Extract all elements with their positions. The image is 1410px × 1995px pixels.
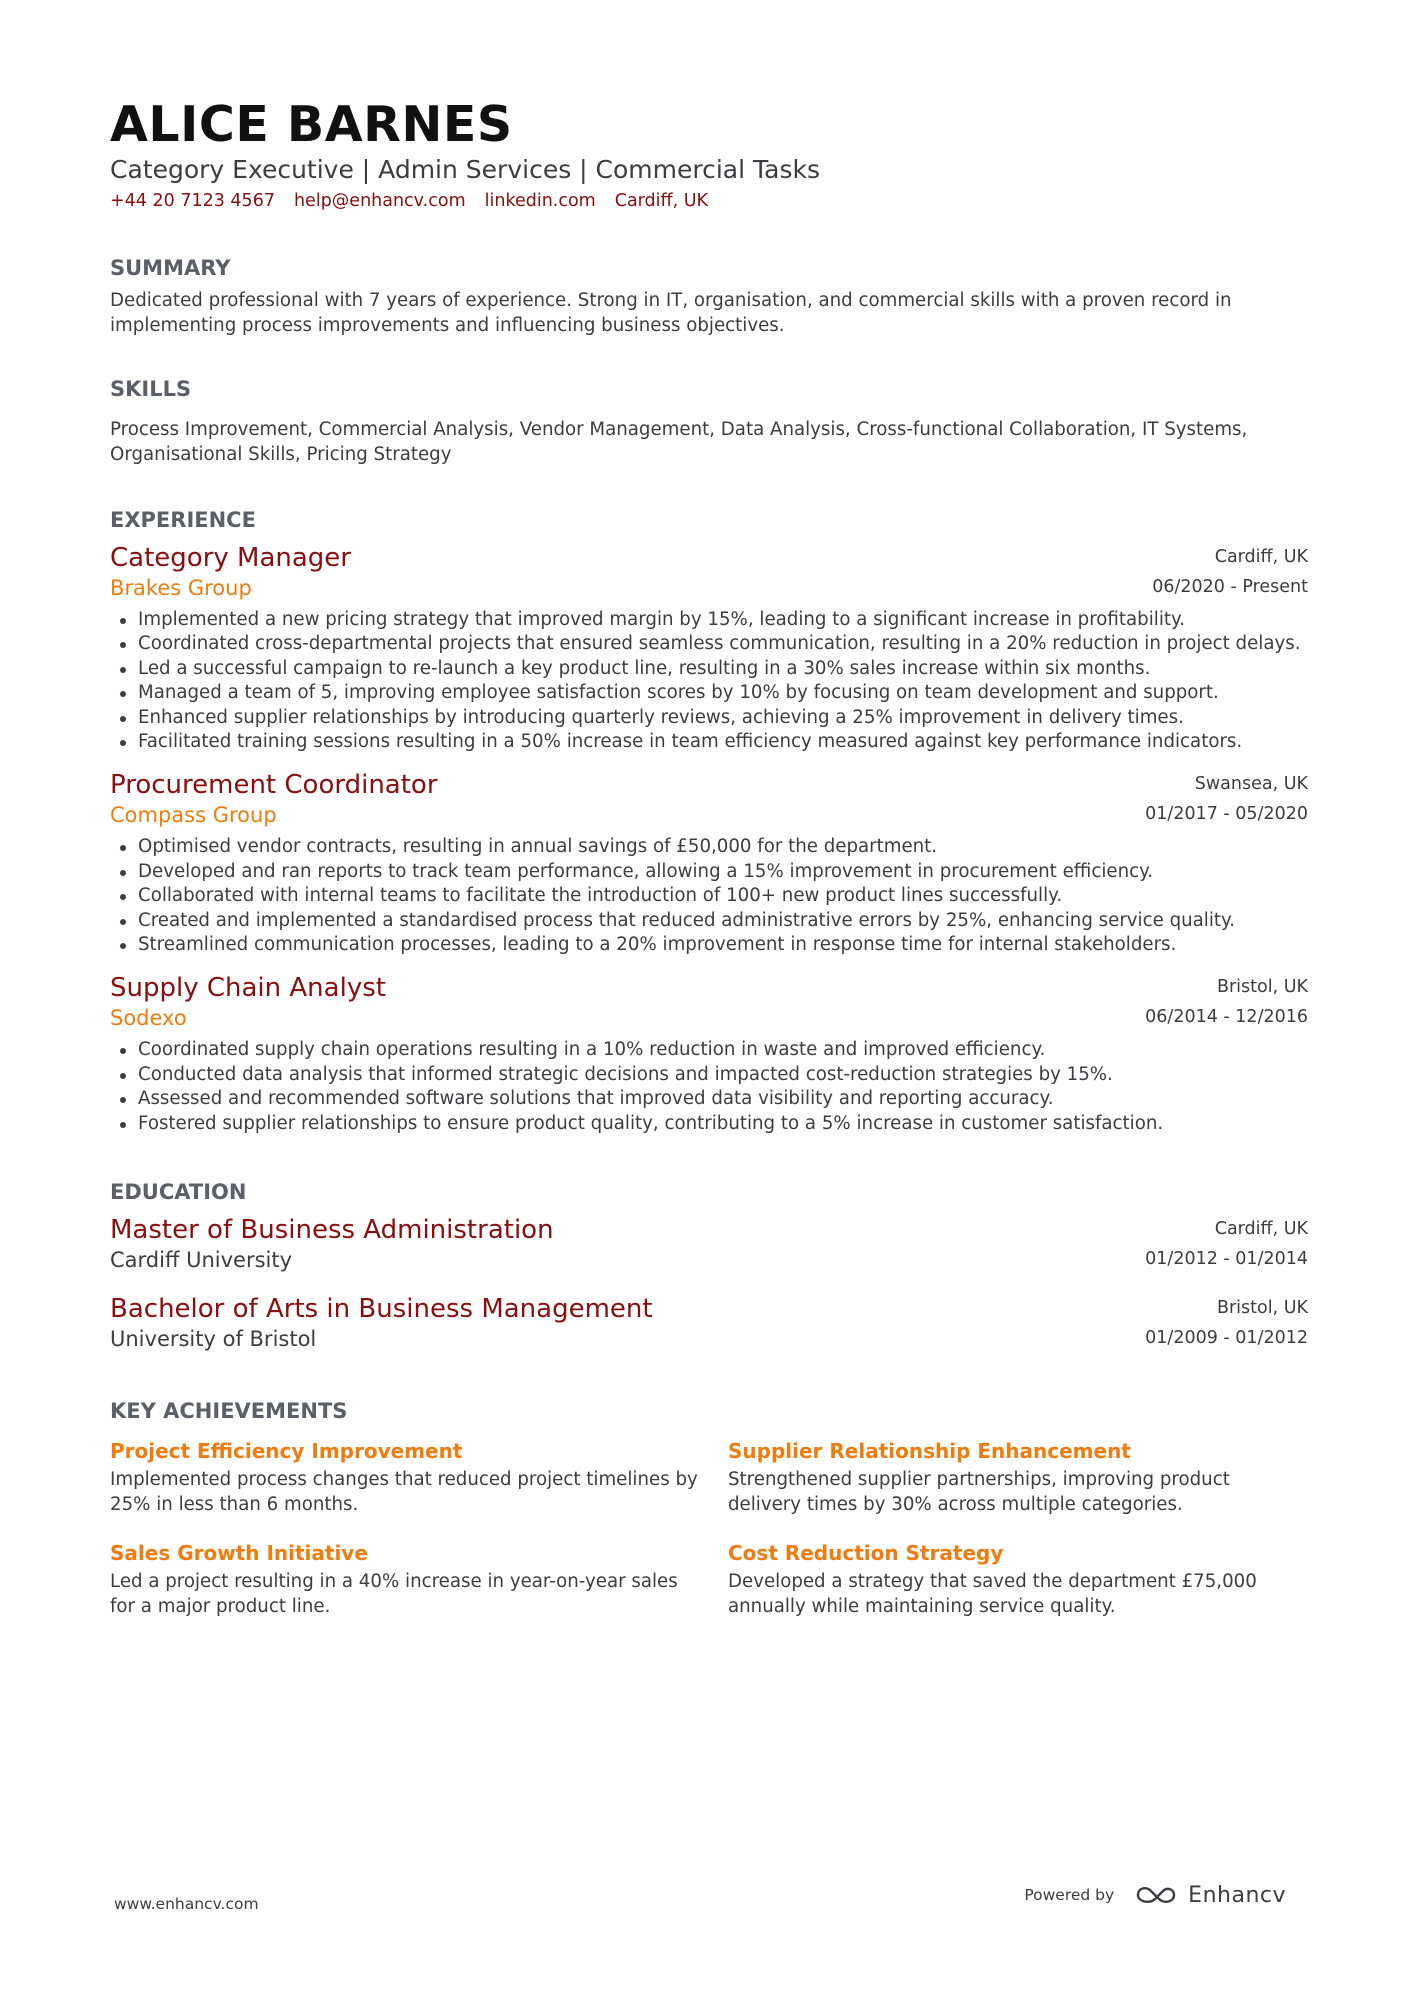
job-entry xyxy=(110,769,1308,957)
job-bullets xyxy=(110,608,1308,754)
job-meta xyxy=(1145,769,1308,829)
resume-page xyxy=(110,96,1308,1619)
achievements-grid xyxy=(110,1437,1308,1619)
job-company: Compass Group xyxy=(110,803,277,828)
education-dates: 01/2009 - 01/2012 xyxy=(1145,1328,1308,1349)
job-bullet: Implemented a new pricing strategy that improved margin by 15%, leading to a significant increase in profitability. xyxy=(138,608,1308,632)
job-dates: 06/2014 - 12/2016 xyxy=(1145,1007,1308,1028)
education-entry xyxy=(110,1293,1308,1353)
experience-title: EXPERIENCE xyxy=(110,508,256,532)
experience-section xyxy=(110,506,1308,1136)
footer-branding xyxy=(1024,1882,1286,1908)
job-bullets xyxy=(110,835,1308,957)
job-bullet: Enhanced supplier relationships by introducing quarterly reviews, achieving a 25% improvement in delivery times. xyxy=(138,706,1308,730)
education-school: University of Bristol xyxy=(110,1327,317,1352)
brand-link[interactable] xyxy=(1134,1882,1286,1908)
job-title: Category Manager xyxy=(110,543,351,573)
achievement-text: Implemented process changes that reduced project timelines by 25% in less than 6 months. xyxy=(110,1469,698,1515)
achievements-section xyxy=(110,1397,1308,1619)
achievement-title: Sales Growth Initiative xyxy=(110,1541,368,1566)
contact-linkedin[interactable]: linkedin.com xyxy=(484,191,596,211)
candidate-name: ALICE BARNES xyxy=(110,96,513,153)
education-degree: Master of Business Administration xyxy=(110,1215,554,1246)
education-header xyxy=(110,1293,1308,1353)
contact-info xyxy=(110,188,1308,214)
job-bullet: Coordinated supply chain operations resulting in a 10% reduction in waste and improved efficiency. xyxy=(138,1038,1308,1062)
job-bullet: Led a successful campaign to re-launch a key product line, resulting in a 30% sales increase within six months. xyxy=(138,657,1308,681)
achievement-title: Cost Reduction Strategy xyxy=(728,1541,1004,1566)
job-location: Cardiff, UK xyxy=(1214,547,1308,567)
achievement-text: Developed a strategy that saved the department £75,000 annually while maintaining service quality. xyxy=(728,1571,1257,1617)
education-entry xyxy=(110,1214,1308,1274)
education-title: EDUCATION xyxy=(110,1180,247,1205)
education-heading xyxy=(110,1293,1145,1353)
job-bullet: Optimised vendor contracts, resulting in annual savings of £50,000 for the department. xyxy=(138,835,1308,859)
skills-section xyxy=(110,375,1308,467)
footer-website[interactable]: www.enhancv.com xyxy=(114,1895,259,1913)
achievement-item xyxy=(110,1539,728,1619)
contact-email[interactable]: help@enhancv.com xyxy=(293,191,466,211)
candidate-headline: Category Executive | Admin Services | Commercial Tasks xyxy=(110,155,820,184)
education-dates: 01/2012 - 01/2014 xyxy=(1145,1249,1308,1270)
education-meta xyxy=(1145,1214,1308,1274)
contact-phone: +44 20 7123 4567 xyxy=(110,191,275,211)
skills-title: SKILLS xyxy=(110,377,192,401)
job-bullets xyxy=(110,1038,1308,1136)
summary-section xyxy=(110,254,1308,338)
job-title: Procurement Coordinator xyxy=(110,770,438,801)
job-dates: 01/2017 - 05/2020 xyxy=(1145,804,1308,825)
brand-name: Enhancv xyxy=(1188,1882,1286,1908)
job-title: Supply Chain Analyst xyxy=(110,973,386,1004)
resume-header xyxy=(110,96,1308,214)
education-degree: Bachelor of Arts in Business Management xyxy=(110,1294,653,1325)
job-entry xyxy=(110,542,1308,754)
job-bullet: Collaborated with internal teams to facilitate the introduction of 100+ new product lines successfully. xyxy=(138,884,1308,908)
achievement-title: Supplier Relationship Enhancement xyxy=(728,1439,1131,1464)
job-bullet: Facilitated training sessions resulting in a 50% increase in team efficiency measured against key performance indicators. xyxy=(138,730,1308,754)
education-section xyxy=(110,1178,1308,1353)
job-bullet: Coordinated cross-departmental projects that ensured seamless communication, resulting in a 20% reduction in project delays. xyxy=(138,632,1308,656)
job-bullet: Streamlined communication processes, leading to a 20% improvement in response time for internal stakeholders. xyxy=(138,933,1308,957)
education-school: Cardiff University xyxy=(110,1248,293,1273)
skills-text: Process Improvement, Commercial Analysis, Vendor Management, Data Analysis, Cross-functional Collaboration, IT Systems, Organisational Skills, Pricing Strategy xyxy=(110,419,1248,465)
education-header xyxy=(110,1214,1308,1274)
job-bullet: Developed and ran reports to track team performance, allowing a 15% improvement in procurement efficiency. xyxy=(138,860,1308,884)
job-bullet: Fostered supplier relationships to ensure product quality, contributing to a 5% increase in customer satisfaction. xyxy=(138,1112,1308,1136)
job-bullet: Conducted data analysis that informed strategic decisions and impacted cost-reduction strategies by 15%. xyxy=(138,1063,1308,1087)
job-dates: 06/2020 - Present xyxy=(1152,577,1308,597)
job-heading xyxy=(110,769,1145,829)
job-header xyxy=(110,769,1308,829)
education-location: Cardiff, UK xyxy=(1214,1219,1308,1240)
summary-text: Dedicated professional with 7 years of experience. Strong in IT, organisation, and commercial skills with a proven record in implementing process improvements and influencing business objectives. xyxy=(110,290,1232,336)
achievement-item xyxy=(110,1437,728,1517)
enhancv-logo-icon xyxy=(1134,1882,1180,1908)
job-bullet: Created and implemented a standardised process that reduced administrative errors by 25%, enhancing service quality. xyxy=(138,909,1308,933)
job-meta xyxy=(1152,542,1308,602)
education-heading xyxy=(110,1214,1145,1274)
achievement-item xyxy=(728,1437,1308,1517)
achievement-text: Led a project resulting in a 40% increase in year-on-year sales for a major product line. xyxy=(110,1571,678,1617)
contact-location: Cardiff, UK xyxy=(614,191,708,211)
job-bullet: Managed a team of 5, improving employee satisfaction scores by 10% by focusing on team development and support. xyxy=(138,681,1308,705)
job-company: Brakes Group xyxy=(110,576,252,600)
achievement-title: Project Efficiency Improvement xyxy=(110,1439,463,1464)
job-header xyxy=(110,972,1308,1032)
summary-title: SUMMARY xyxy=(110,256,231,280)
education-meta xyxy=(1145,1293,1308,1353)
powered-by-label: Powered by xyxy=(1024,1886,1115,1904)
job-meta xyxy=(1145,972,1308,1032)
job-company: Sodexo xyxy=(110,1006,187,1031)
achievement-item xyxy=(728,1539,1308,1619)
achievement-text: Strengthened supplier partnerships, improving product delivery times by 30% across multiple categories. xyxy=(728,1469,1230,1515)
job-location: Swansea, UK xyxy=(1194,774,1308,795)
education-location: Bristol, UK xyxy=(1216,1298,1308,1319)
job-header xyxy=(110,542,1308,602)
job-location: Bristol, UK xyxy=(1216,977,1308,998)
job-heading xyxy=(110,542,1152,602)
achievements-title: KEY ACHIEVEMENTS xyxy=(110,1399,348,1424)
job-heading xyxy=(110,972,1145,1032)
job-bullet: Assessed and recommended software solutions that improved data visibility and reporting accuracy. xyxy=(138,1087,1308,1111)
job-entry xyxy=(110,972,1308,1136)
